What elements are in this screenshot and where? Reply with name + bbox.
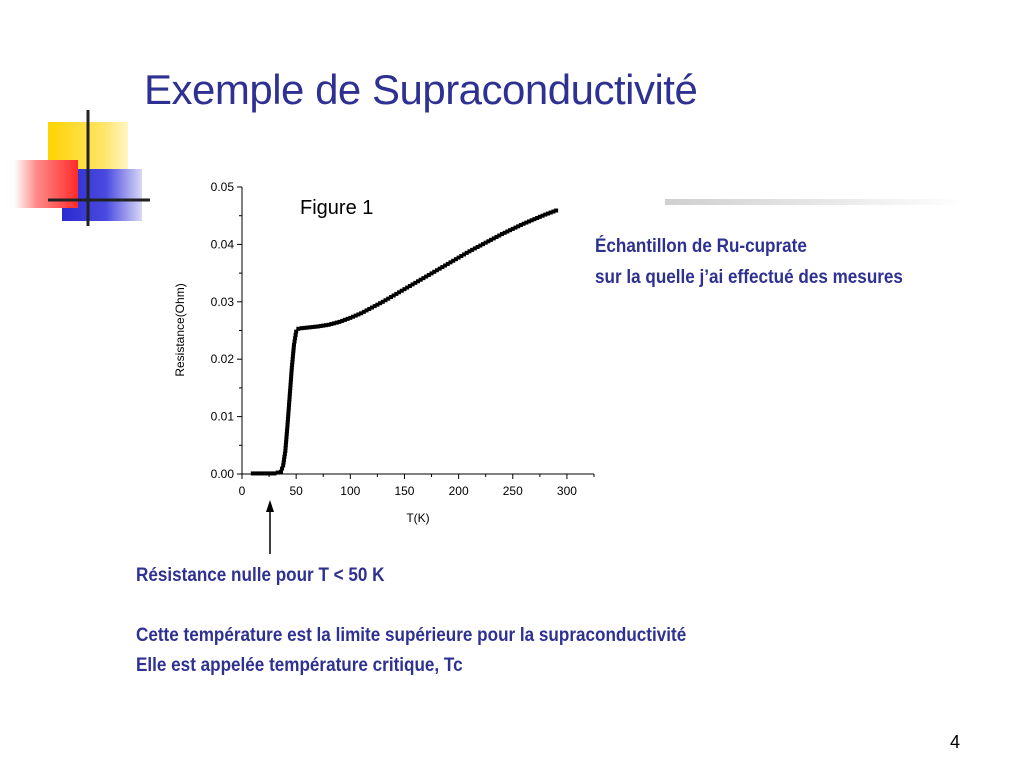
decorative-divider — [665, 199, 965, 205]
slide-title: Exemple de Supraconductivité — [144, 66, 698, 113]
y-tick-label: 0.04 — [210, 237, 234, 252]
tc-arrow — [266, 500, 274, 554]
explanation-notes — [136, 561, 686, 681]
y-tick-label: 0.00 — [210, 467, 234, 481]
note-spacer — [136, 591, 686, 621]
sample-note — [595, 231, 903, 293]
note-critical-temperature: Elle est appelée température critique, Tc — [136, 655, 463, 676]
note-upper-limit: Cette température est la limite supérieure pour la supraconductivité — [136, 625, 687, 646]
y-axis-label: Resistance(Ohm) — [173, 283, 187, 377]
page-number: 4 — [950, 732, 961, 752]
x-tick-label: 250 — [502, 484, 523, 498]
sample-note-line2: sur la quelle j’ai effectué des mesures — [595, 267, 903, 288]
note-zero-resistance: Résistance nulle pour T < 50 K — [136, 565, 385, 586]
resistance-chart — [160, 170, 610, 570]
x-tick-label: 150 — [394, 484, 415, 498]
y-tick-label: 0.05 — [210, 180, 234, 194]
y-tick-label: 0.03 — [210, 294, 234, 309]
x-tick-label: 100 — [340, 484, 361, 498]
y-tick-label: 0.02 — [210, 352, 234, 367]
x-axis-label: T(K) — [406, 511, 430, 525]
sample-note-line1: Échantillon de Ru-cuprate — [595, 236, 807, 257]
x-tick-label: 200 — [448, 484, 469, 498]
y-tick-label: 0.01 — [210, 409, 234, 424]
x-tick-label: 300 — [556, 484, 577, 498]
chart-points — [251, 209, 558, 476]
arrow-head — [266, 500, 274, 512]
data-point — [554, 209, 558, 213]
chart-title: Figure 1 — [300, 197, 374, 219]
x-tick-label: 50 — [289, 484, 303, 498]
x-tick-label: 0 — [238, 484, 246, 498]
decorative-logo — [10, 108, 155, 233]
chart-axes — [211, 180, 594, 498]
